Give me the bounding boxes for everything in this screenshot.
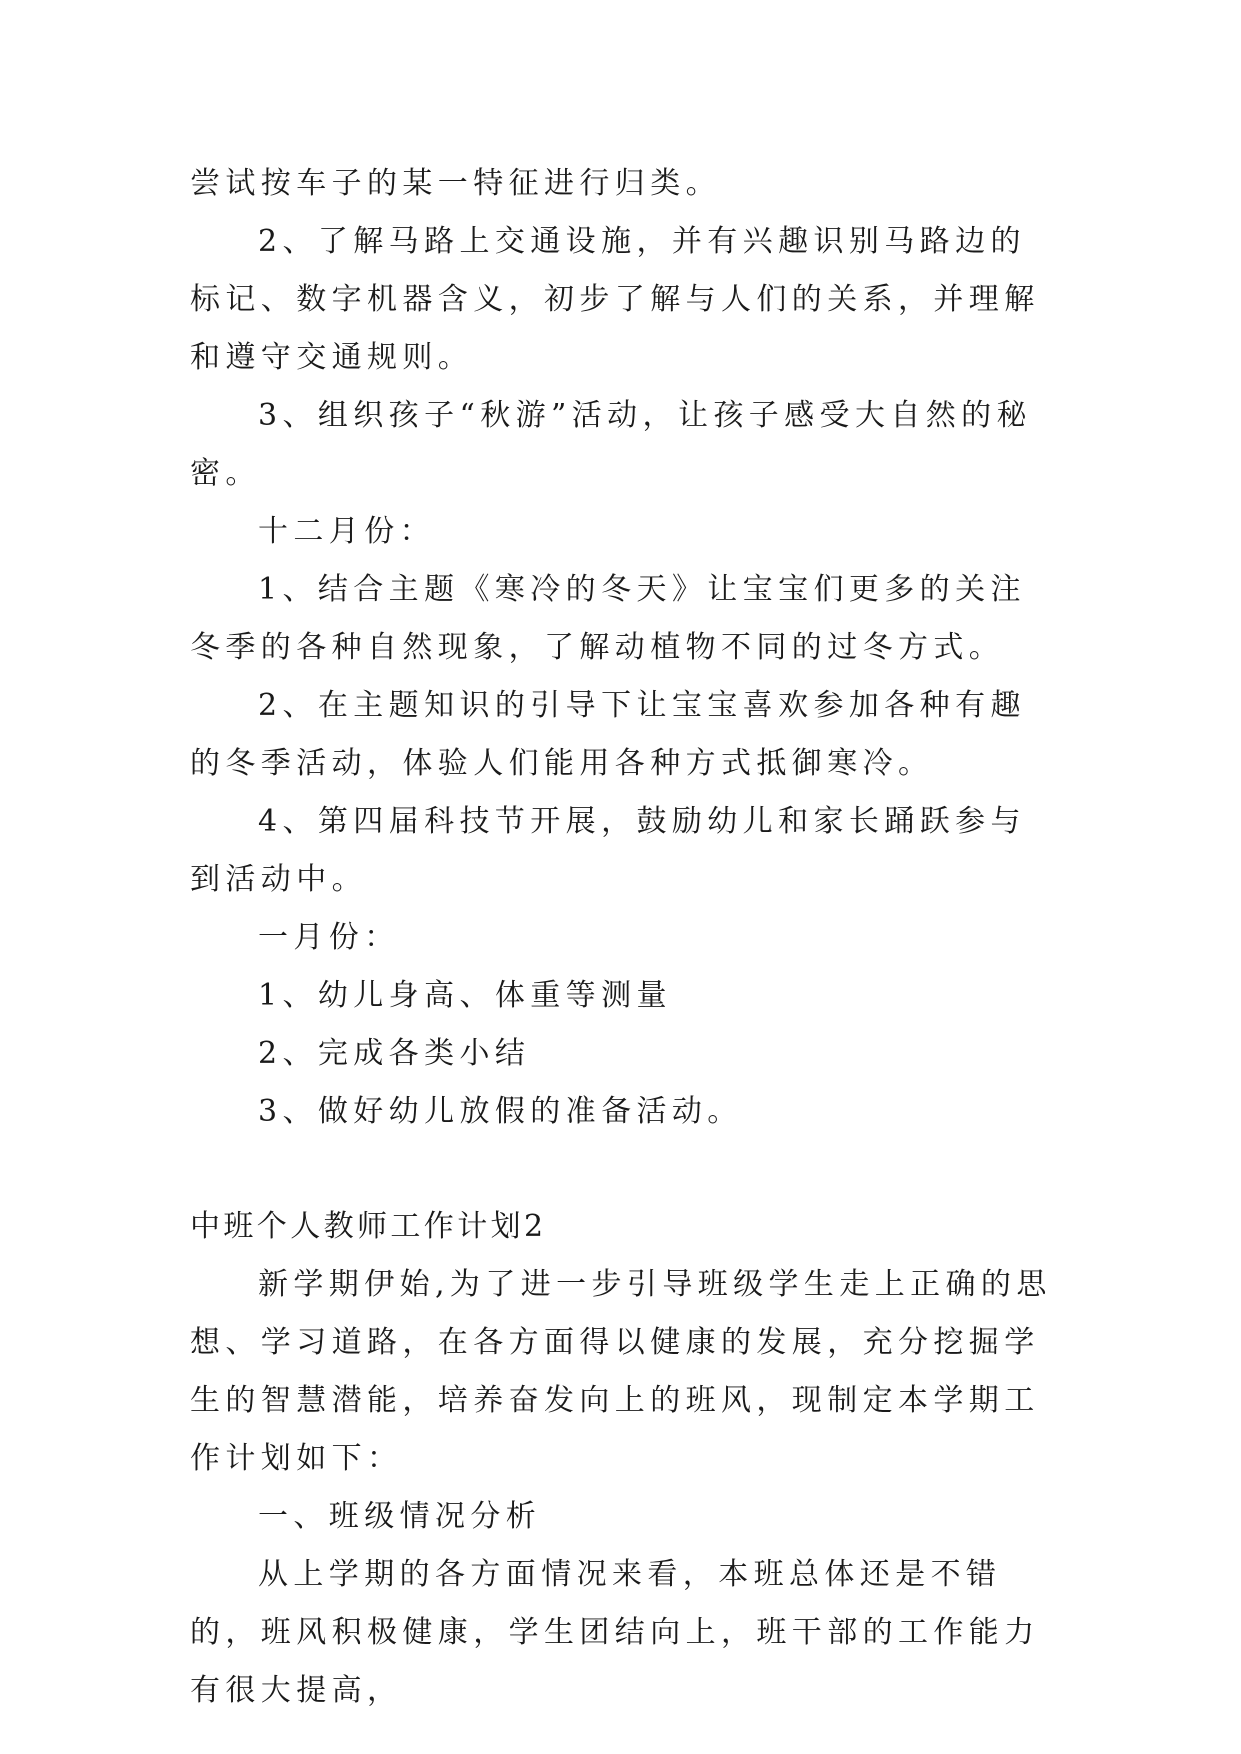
- november-item-3: 3、组织孩子“秋游”活动，让孩子感受大自然的秘密。: [190, 398, 1032, 491]
- december-item-4: 4、第四届科技节开展，鼓励幼儿和家长踊跃参与到活动中。: [190, 804, 1026, 897]
- section-gap: [190, 1141, 1060, 1198]
- january-item-2: 2、完成各类小结: [258, 1036, 531, 1071]
- document-body: [190, 155, 1060, 1720]
- document-section-title: 中班个人教师工作计划2: [190, 1209, 547, 1244]
- continuation-paragraph: 尝试按车子的某一特征进行归类。: [190, 166, 721, 201]
- section1-paragraph: 从上学期的各方面情况来看，本班总体还是不错的，班风积极健康，学生团结向上，班干部的工作能力有很大提高，: [190, 1557, 1040, 1708]
- november-item-2: 2、了解马路上交通设施，并有兴趣识别马路边的标记、数字机器含义，初步了解与人们的关系，并理解和遵守交通规则。: [190, 224, 1040, 375]
- december-item-1: 1、结合主题《寒冷的冬天》让宝宝们更多的关注冬季的各种自然现象，了解动植物不同的过冬方式。: [190, 572, 1026, 665]
- december-heading: 十二月份：: [258, 514, 435, 549]
- december-item-2: 2、在主题知识的引导下让宝宝喜欢参加各种有趣的冬季活动，体验人们能用各种方式抵御寒冷。: [190, 688, 1026, 781]
- january-item-1: 1、幼儿身高、体重等测量: [258, 978, 672, 1013]
- january-heading: 一月份：: [258, 920, 400, 955]
- section1-heading: 一、班级情况分析: [258, 1499, 542, 1534]
- intro-paragraph: 新学期伊始,为了进一步引导班级学生走上正确的思想、学习道路，在各方面得以健康的发展，充分挖掘学生的智慧潜能，培养奋发向上的班风，现制定本学期工作计划如下：: [190, 1267, 1052, 1476]
- january-item-3: 3、做好幼儿放假的准备活动。: [258, 1094, 743, 1129]
